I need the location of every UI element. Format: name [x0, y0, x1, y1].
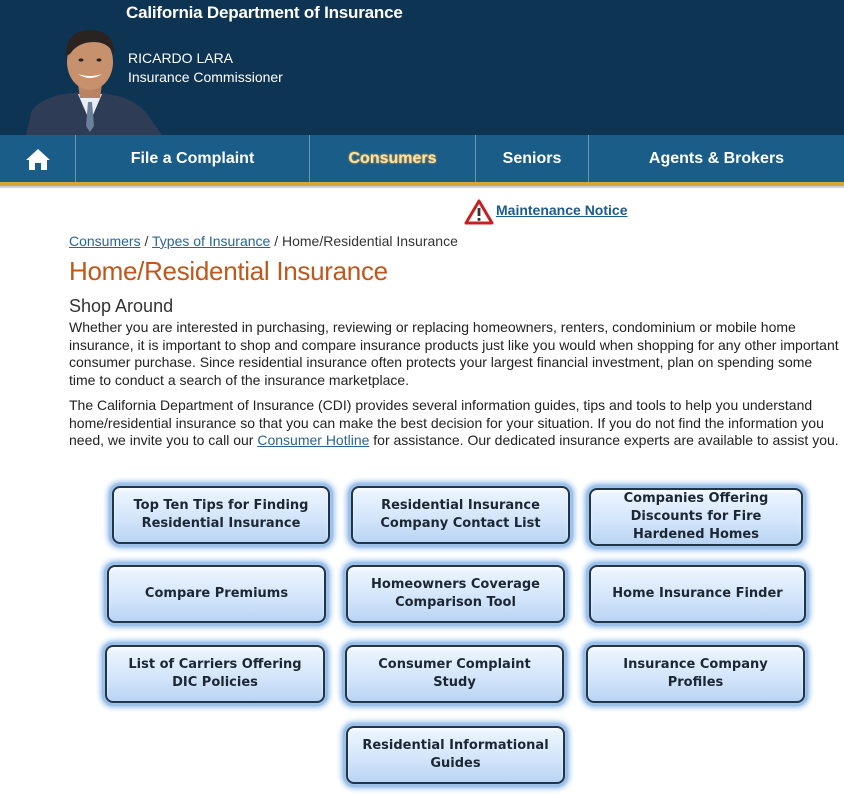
- button-label: Consumer Complaint Study: [378, 657, 531, 690]
- breadcrumb-current: Home/Residential Insurance: [281, 233, 458, 249]
- department-title[interactable]: California Department of Insurance: [126, 3, 403, 22]
- cdi-paragraph-text: The California Department of Insurance (CDI) provides several information guides, tips and tools to help you understand home/residential insurance so that you can make the best decision for your situation. If you do not find the information you need, we invite you to call our: [69, 397, 824, 448]
- company-contact-list-button[interactable]: [351, 486, 570, 544]
- breadcrumb: [69, 233, 458, 249]
- button-label: Compare Premiums: [144, 586, 289, 601]
- informational-guides-button[interactable]: [346, 726, 565, 784]
- warning-icon: [464, 199, 494, 225]
- consumer-hotline-link[interactable]: Consumer Hotline: [257, 432, 370, 448]
- home-icon: [25, 147, 51, 171]
- section-title: Shop Around: [69, 296, 174, 316]
- maintenance-notice[interactable]: [464, 199, 627, 225]
- cdi-paragraph: [69, 397, 839, 450]
- button-label: Residential Informational Guides: [362, 738, 549, 771]
- page-title: Home/Residential Insurance: [69, 256, 388, 286]
- cdi-paragraph-text-end: for assistance. Our dedicated insurance experts are available to assist you.: [369, 432, 839, 448]
- site-header: [0, 0, 844, 135]
- button-label: Companies Offering Discounts for Fire Hardened Homes: [623, 491, 769, 542]
- compare-premiums-button[interactable]: [107, 565, 326, 623]
- breadcrumb-consumers[interactable]: Consumers: [69, 233, 141, 249]
- nav-home[interactable]: [0, 135, 76, 182]
- breadcrumb-types-of-insurance[interactable]: Types of Insurance: [152, 233, 271, 249]
- nav-agents-brokers[interactable]: Agents & Brokers: [648, 149, 785, 167]
- button-label: List of Carriers Offering DIC Policies: [128, 657, 302, 690]
- coverage-comparison-tool-button[interactable]: [346, 565, 565, 623]
- button-label: Homeowners Coverage Comparison Tool: [371, 577, 540, 610]
- dic-carriers-button[interactable]: [105, 645, 325, 703]
- button-label: Home Insurance Finder: [612, 586, 783, 601]
- breadcrumb-separator: /: [140, 233, 153, 249]
- main-nav: [0, 135, 844, 182]
- commissioner-name: RICARDO LARA: [128, 50, 234, 66]
- nav-underline: [0, 186, 844, 188]
- home-insurance-finder-button[interactable]: [589, 565, 806, 623]
- maintenance-notice-link[interactable]: Maintenance Notice: [496, 202, 628, 218]
- breadcrumb-separator: /: [270, 233, 282, 249]
- company-profiles-button[interactable]: [586, 645, 805, 703]
- nav-consumers[interactable]: Consumers: [310, 135, 476, 182]
- button-label: Top Ten Tips for Finding Residential Insurance: [133, 498, 309, 531]
- intro-paragraph: Whether you are interested in purchasing, reviewing or replacing homeowners, renters, condominium or mobile home insurance, it is important to shop and compare insurance products just like you would when shopping for any other important consumer purchase. Since residential insurance often protects your largest financial investment, plan on spending some time to conduct a search of the insurance marketplace.: [69, 319, 839, 388]
- complaint-study-button[interactable]: [345, 645, 564, 703]
- button-label: Insurance Company Profiles: [623, 657, 768, 690]
- fire-hardened-discounts-button[interactable]: [589, 488, 803, 546]
- nav-seniors[interactable]: Seniors: [476, 135, 589, 182]
- commissioner-title: Insurance Commissioner: [128, 69, 283, 85]
- top-ten-tips-button[interactable]: [112, 486, 330, 544]
- nav-file-a-complaint[interactable]: File a Complaint: [76, 135, 310, 182]
- button-label: Residential Insurance Company Contact List: [380, 498, 541, 531]
